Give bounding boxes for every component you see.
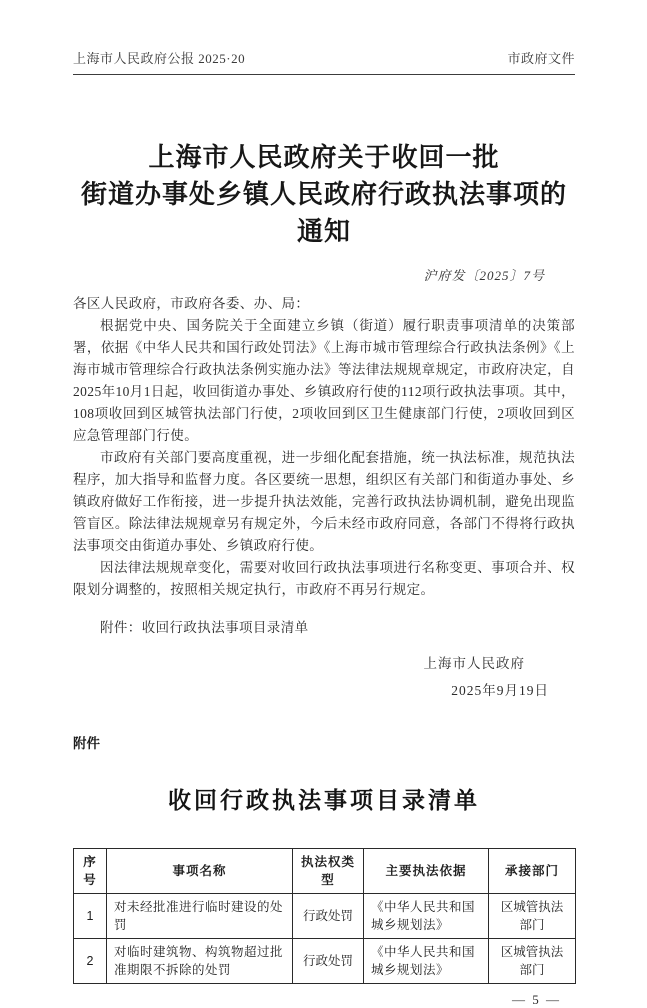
signature-date: 2025年9月19日 [451, 683, 549, 698]
signature-issuer: 上海市人民政府 [423, 656, 525, 671]
running-header [73, 48, 575, 75]
col-header-receiving-dept: 承接部门 [489, 849, 576, 894]
cell-power-type: 行政处罚 [293, 939, 364, 984]
document-category: 市政府文件 [507, 51, 575, 66]
col-header-power-type: 执法权类型 [293, 849, 364, 894]
items-table-wrap [73, 848, 575, 984]
cell-receiving-dept: 区城管执法部门 [489, 894, 576, 939]
attachment-label: 附件 [73, 736, 100, 751]
table-row [74, 939, 576, 984]
cell-legal-basis: 《中华人民共和国城乡规划法》 [364, 894, 489, 939]
attachment-note: 附件：收回行政执法事项目录清单 [100, 620, 309, 635]
page-number: — 5 — [512, 992, 561, 1007]
cell-index: 1 [74, 894, 107, 939]
body-paragraph-2: 市政府有关部门要高度重视，进一步细化配套措施，统一执法标准，规范执法程序，加大指导和监督力度。各区要统一思想，组织区有关部门和街道办事处、乡镇政府做好工作衔接，进一步提升执法效能，完善行政执法协调机制，避免出现监管盲区。除法律法规规章另有规定外，今后未经市政府同意，各部门不得将行政执法事项交由街道办事处、乡镇政府行使。 [73, 450, 575, 553]
notice-body [73, 293, 575, 601]
body-paragraph-3: 因法律法规规章变化，需要对收回行政执法事项进行名称变更、事项合并、权限划分调整的，按照相关规定执行，市政府不再另行规定。 [73, 560, 575, 597]
cell-power-type: 行政处罚 [293, 894, 364, 939]
cell-index: 2 [74, 939, 107, 984]
cell-legal-basis: 《中华人民共和国城乡规划法》 [364, 939, 489, 984]
notice-title-line2: 街道办事处乡镇人民政府行政执法事项的通知 [80, 180, 567, 246]
attachment-title: 收回行政执法事项目录清单 [168, 788, 480, 813]
salutation: 各区人民政府，市政府各委、办、局： [73, 296, 310, 311]
notice-title [73, 139, 575, 250]
doc-number: 沪府发〔2025〕7号 [423, 268, 545, 283]
items-table [73, 848, 576, 984]
body-paragraph-1: 根据党中央、国务院关于全面建立乡镇（街道）履行职责事项清单的决策部署，依据《中华人民共和国行政处罚法》《上海市城市管理综合行政执法条例》《上海市城市管理综合行政执法条例实施办法》等法律法规规章规定，市政府决定，自2025年10月1日起，收回街道办事处、乡镇政府行使的112项行政执法事项。其中，108项收回到区城管执法部门行使，2项收回到区卫生健康部门行使，2项收回到区应急管理部门行使。 [73, 318, 575, 443]
table-header-row [74, 849, 576, 894]
cell-receiving-dept: 区城管执法部门 [489, 939, 576, 984]
table-row [74, 894, 576, 939]
signature-block [73, 650, 575, 704]
gazette-title: 上海市人民政府公报 2025·20 [73, 51, 246, 66]
col-header-legal-basis: 主要执法依据 [364, 849, 489, 894]
notice-title-line1: 上海市人民政府关于收回一批 [148, 143, 500, 172]
cell-item-name: 对临时建筑物、构筑物超过批准期限不拆除的处罚 [107, 939, 293, 984]
col-header-item-name: 事项名称 [107, 849, 293, 894]
col-header-index: 序号 [74, 849, 107, 894]
cell-item-name: 对未经批准进行临时建设的处罚 [107, 894, 293, 939]
